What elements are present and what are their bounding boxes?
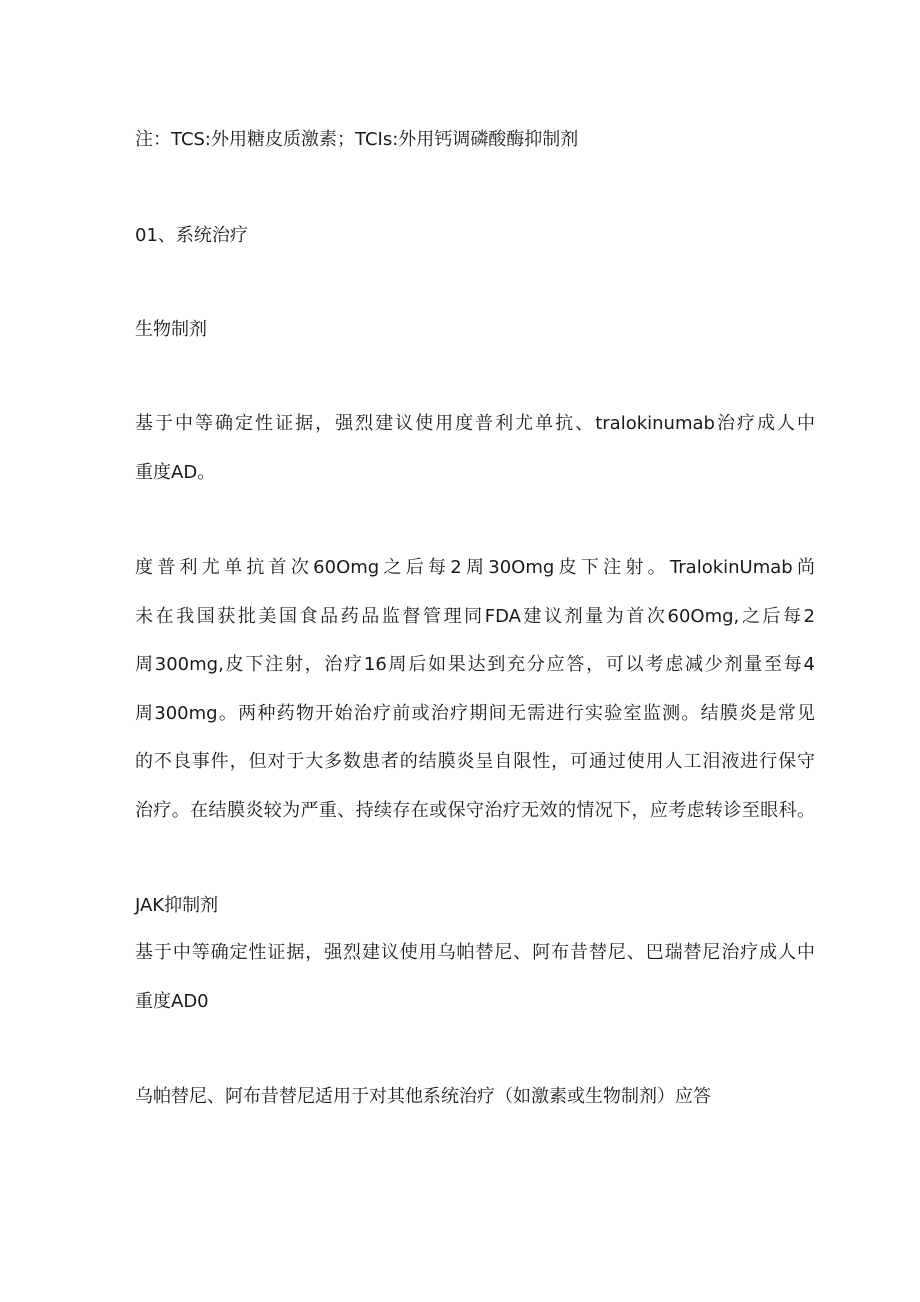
biologics-detail-line-6: 治疗。在结膜炎较为严重、持续存在或保守治疗无效的情况下，应考虑转诊至眼科。	[135, 800, 815, 821]
jak-recommendation-line-1: 基于中等确定性证据，强烈建议使用乌帕替尼、阿布昔替尼、巴瑞替尼治疗成人中	[135, 942, 815, 963]
subheading-biologics: 生物制剂	[135, 319, 207, 340]
biologics-recommendation-line-1: 基于中等确定性证据，强烈建议使用度普利尤单抗、tralokinumab治疗成人中	[135, 413, 815, 434]
biologics-detail-line-2: 未在我国获批美国食品药品监督管理同FDA建议剂量为首次60Omg,之后每2	[135, 606, 815, 627]
biologics-recommendation-line-2: 重度AD。	[135, 462, 216, 483]
jak-recommendation-line-2: 重度AD0	[135, 991, 209, 1012]
biologics-detail-line-3: 周300mg,皮下注射，治疗16周后如果达到充分应答，可以考虑减少剂量至每4	[135, 654, 815, 675]
subheading-jak-inhibitors: JAK抑制剂	[135, 895, 219, 916]
jak-detail-line-1: 乌帕替尼、阿布昔替尼适用于对其他系统治疗（如激素或生物制剂）应答	[135, 1086, 711, 1107]
biologics-detail-line-5: 的不良事件，但对于大多数患者的结膜炎呈自限性，可通过使用人工泪液进行保守	[135, 751, 815, 772]
abbreviation-note: 注：TCS:外用糖皮质激素；TCIs:外用钙调磷酸酶抑制剂	[135, 129, 579, 150]
biologics-detail-line-1: 度普利尤单抗首次60Omg之后每2周30Omg皮下注射。TralokinUmab尚	[135, 557, 815, 578]
biologics-detail-line-4: 周300mg。两种药物开始治疗前或治疗期间无需进行实验室监测。结膜炎是常见	[135, 703, 815, 724]
section-heading-systemic-therapy: 01、系统治疗	[135, 225, 248, 246]
